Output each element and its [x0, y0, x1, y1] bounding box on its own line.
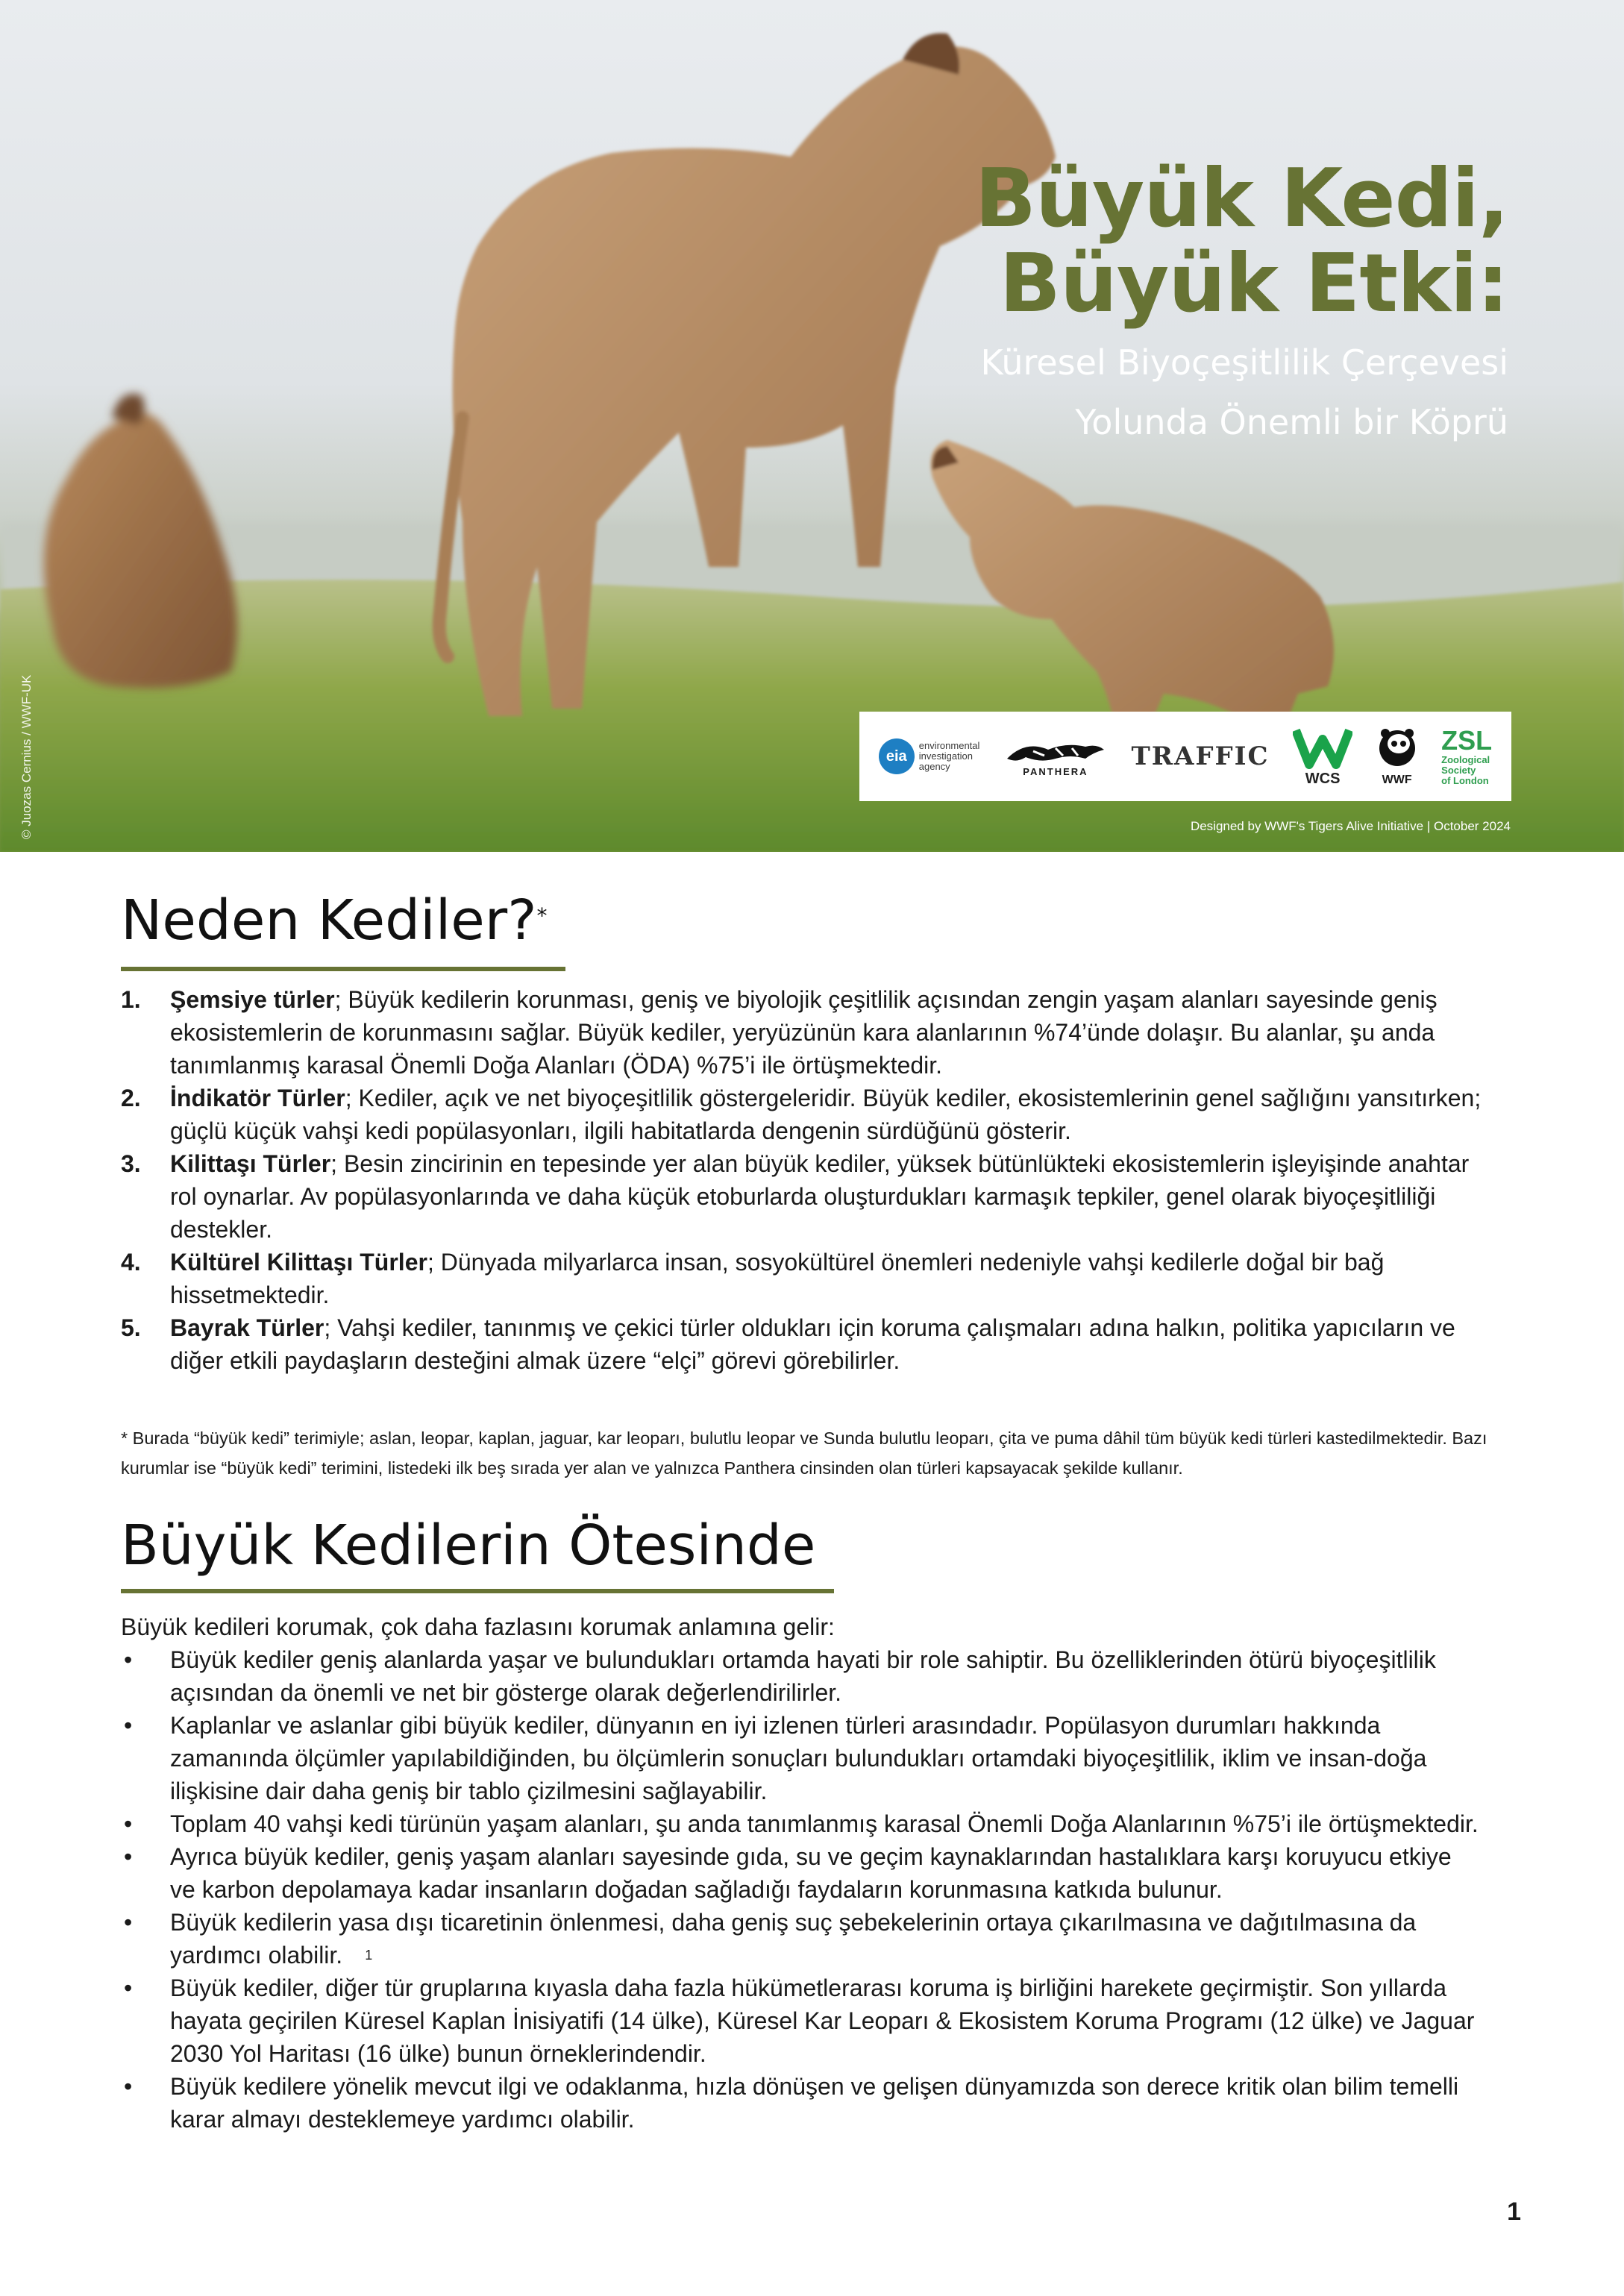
section-heading-why-cats — [121, 889, 548, 952]
zsl-logo — [1441, 727, 1492, 786]
hero-title-line-2: Büyük Etki: — [999, 237, 1508, 330]
bullet-text: Büyük kediler, diğer tür gruplarına kıyasla daha fazla hükümetlerarası koruma iş birliğini harekete geçirmiştir. Son yıllarda hayata geçirilen Küresel Kaplan İnisiyatifi (14 ülke), Küresel Kar Leoparı & Ekosistem Koruma Programı (12 ülke) ve Jaguar 2030 Yol Haritası (16 ülke) bunun örneklerindendir. — [170, 1975, 1475, 2067]
list-item — [121, 1311, 1501, 1377]
hero-subtitle-line-2: Yolunda Önemli bir Köprü — [1075, 402, 1508, 442]
hero-title-line-1: Büyük Kedi, — [974, 152, 1508, 245]
list-text: ; Vahşi kediler, tanınmış ve çekici türler oldukları için koruma çalışmaları adına halkın, politika yapıcıların ve diğer etkili paydaşların desteğini almak üzere “elçi” görevi görebilirler. — [170, 1314, 1455, 1374]
designed-by-credit: Designed by WWF's Tigers Alive Initiative | October 2024 — [1190, 819, 1511, 833]
list-term: Şemsiye türler — [170, 986, 335, 1013]
page-number: 1 — [1507, 2198, 1521, 2226]
hero-subtitle-line-1: Küresel Biyoçeşitlilik Çerçevesi — [980, 342, 1508, 383]
wcs-label: WCS — [1305, 770, 1341, 787]
list-term: İndikatör Türler — [170, 1085, 345, 1111]
panthera-logo — [1003, 736, 1108, 777]
photo-credit: © Juozas Cernius / WWF-UK — [19, 674, 34, 839]
list-item — [121, 2070, 1479, 2136]
list-text: ; Kediler, açık ve net biyoçeşitlilik göstergeleridir. Büyük kediler, ekosistemlerinin genel sağlığını yansıtırken; güçlü küçük vahşi kedi popülasyonları, ilgili habitatlarda dengenin sürdüğünü gösterir. — [170, 1085, 1482, 1144]
wcs-w-icon — [1293, 726, 1352, 769]
list-item — [121, 1840, 1479, 1906]
list-item — [121, 1807, 1479, 1840]
bullet-text: Büyük kedilere yönelik mevcut ilgi ve odaklanma, hızla dönüşen ve gelişen dünyamızda son derece kritik olan bilim temelli karar almayı desteklemeye yardımcı olabilir. — [170, 2073, 1459, 2133]
list-item — [121, 1082, 1501, 1147]
panda-icon — [1376, 726, 1418, 772]
bullet-text: Toplam 40 vahşi kedi türünün yaşam alanları, şu anda tanımlanmış karasal Önemli Doğa Alanlarının %75’i ile örtüşmektedir. — [170, 1810, 1479, 1837]
panthera-label: PANTHERA — [1023, 765, 1088, 777]
hero-title — [974, 152, 1508, 330]
list-item — [121, 1147, 1501, 1246]
list-term: Kilittaşı Türler — [170, 1150, 331, 1177]
bullet-text: Büyük kediler geniş alanlarda yaşar ve bulundukları ortamda hayati bir role sahiptir. Bu özelliklerinden ötürü biyoçeşitlilik açısından da önemli ve net bir gösterge olarak değerlendirilirler. — [170, 1646, 1436, 1706]
list-term: Bayrak Türler — [170, 1314, 325, 1341]
list-item — [121, 1972, 1479, 2070]
footnote-reference: 1 — [365, 1948, 373, 1963]
bullet-text: Büyük kedilerin yasa dışı ticaretinin önlenmesi, daha geniş suç şebekelerinin ortaya çıkarılmasına ve dağıtılmasına da yardımcı olabilir. — [170, 1909, 1417, 1969]
traffic-logo: TRAFFIC — [1131, 741, 1270, 771]
list-number: 5. — [121, 1314, 141, 1341]
zsl-text-2: Society — [1441, 765, 1476, 776]
list-item — [121, 1709, 1479, 1807]
zsl-text-3: of London — [1441, 775, 1489, 786]
section-2-intro: Büyük kedileri korumak, çok daha fazlasını korumak anlamına gelir: — [121, 1613, 835, 1640]
list-text: ; Dünyada milyarlarca insan, sosyokültürel önemleri nedeniyle vahşi kedilerle doğal bir bağ hissetmektedir. — [170, 1249, 1385, 1308]
section-heading-text: Neden Kediler? — [121, 888, 537, 953]
footnote: * Burada “büyük kedi” terimiyle; aslan, leopar, kaplan, jaguar, kar leoparı, bulutlu leopar ve Sunda bulutlu leoparı, çita ve puma dâhil tüm büyük kedi türleri kastedilmektedir. Bazı kurumlar ise “büyük kedi” terimini, listedeki ilk beş sırada yer alan ve yalnızca Panthera cinsinden olan türleri kapsayacak şekilde kullanır. — [121, 1428, 1487, 1478]
zsl-text-1: Zoological — [1441, 754, 1490, 765]
eia-logo — [879, 738, 980, 774]
list-number: 1. — [121, 986, 141, 1013]
section-heading-beyond-big-cats: Büyük Kedilerin Ötesinde — [121, 1514, 816, 1578]
list-number: 2. — [121, 1085, 141, 1111]
list-text: ; Besin zincirinin en tepesinde yer alan büyük kediler, yüksek bütünlükteki ekosistemlerin işleyişinde anahtar rol oynarlar. Av popülasyonlarında ve daha küçük etoburlarda oluşturdukları karmaşık tepkiler, genel olarak biyoçeşitliliği destekler. — [170, 1150, 1470, 1243]
wcs-logo — [1293, 726, 1352, 788]
partner-logo-bar — [859, 712, 1511, 801]
list-text: ; Büyük kedilerin korunması, geniş ve biyolojik çeşitlilik açısından zengin yaşam alanları sayesinde geniş ekosistemlerin de korunmasını sağlar. Büyük kediler, yeryüzünün kara alanlarının %74’ünde dolaşır. Bu alanlar, şu anda tanımlanmış karasal Önemli Doğa Alanları (ÖDA) %75’i ile örtüşmektedir. — [170, 986, 1438, 1079]
bullet-text: Kaplanlar ve aslanlar gibi büyük kediler, dünyanın en iyi izlenen türleri arasındadır. Popülasyon durumları hakkında zamanında ölçümler yapılabildiğinden, bu ölçümlerin sonuçları bulundukları ortamdaki biyoçeşitlilik, iklim ve insan-doğa ilişkisine dair daha geniş bir tablo çizilmesini sağlayabilir. — [170, 1712, 1427, 1804]
list-item — [121, 1246, 1501, 1311]
reasons-list — [121, 983, 1501, 1377]
list-item — [121, 983, 1501, 1082]
eia-text-3: agency — [918, 761, 950, 772]
benefits-list — [121, 1643, 1479, 2136]
hero-subtitle — [980, 333, 1508, 452]
list-number: 4. — [121, 1249, 141, 1276]
list-item — [121, 1643, 1479, 1709]
list-number: 3. — [121, 1150, 141, 1177]
wwf-logo — [1376, 726, 1418, 787]
list-term: Kültürel Kilittaşı Türler — [170, 1249, 427, 1276]
eia-text-2: investigation — [918, 750, 974, 762]
zsl-mark: ZSL — [1441, 725, 1493, 756]
bullet-text: Ayrıca büyük kediler, geniş yaşam alanları sayesinde gıda, su ve geçim kaynaklarından hastalıklara karşı koruyucu etkiye ve karbon depolamaya kadar insanların doğadan sağladığı faydaların korunmasına katkıda bulunur. — [170, 1843, 1452, 1903]
section-1-rule — [121, 967, 565, 971]
wwf-label: WWF — [1382, 774, 1412, 786]
panthera-cat-icon — [1003, 736, 1108, 766]
section-2-rule — [121, 1589, 834, 1593]
eia-mark: eia — [879, 738, 915, 774]
heading-footnote-mark: * — [536, 903, 548, 928]
list-item — [121, 1906, 1479, 1972]
eia-text-1: environmental — [918, 740, 980, 751]
hero-banner — [0, 0, 1624, 852]
